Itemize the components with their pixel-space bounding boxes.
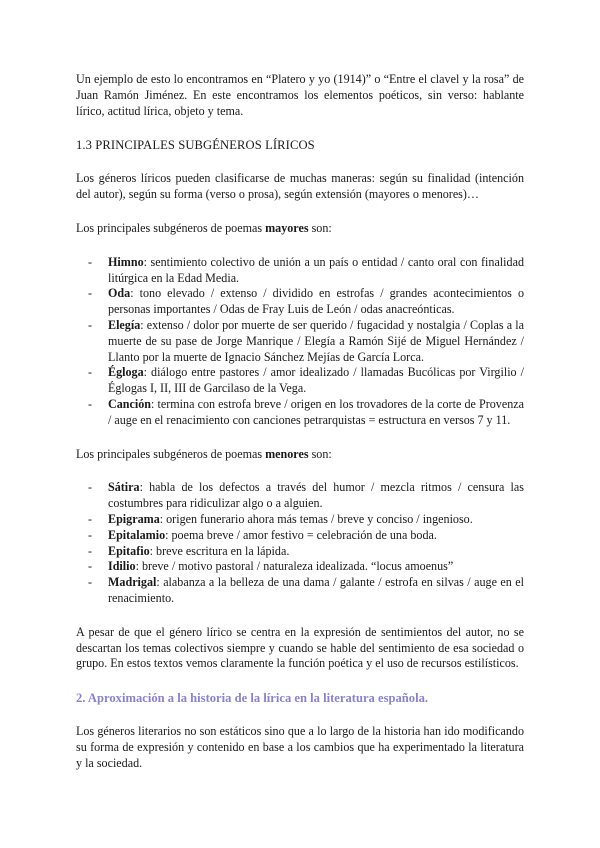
- term: Égloga: [108, 365, 144, 380]
- term: Elegía: [108, 317, 141, 332]
- definition: : poema breve / amor festivo = celebración de una boda.: [165, 527, 437, 542]
- mayores-intro-bold: mayores: [265, 220, 309, 235]
- dash-marker: -: [88, 575, 93, 590]
- definition: : habla de los defectos a través del humor / mezcla ritmos / censura las costumbres para ridiculizar algo o a alguien.: [108, 480, 524, 511]
- term: Epitalamio: [108, 527, 166, 542]
- menores-intro-text: Los principales subgéneros de poemas: [76, 446, 266, 461]
- history-paragraph: Los géneros literarios no son estáticos sino que a lo largo de la historia han ido modificando su forma de expresión y contenido en base a los cambios que ha experimentado la literatura y la sociedad.: [76, 724, 524, 770]
- menores-intro: [76, 447, 524, 463]
- dash-marker: -: [88, 511, 93, 526]
- term: Idilio: [108, 559, 136, 574]
- collective-paragraph: A pesar de que el género lírico se centra en la expresión de sentimientos del autor, no se descartan los temas colectivos siempre y cuando se hable del sentimiento de esa sociedad o grupo. En estos textos vemos claramente la función poética y el uso de recursos estilísticos.: [76, 624, 524, 671]
- menores-intro-bold: menores: [265, 446, 309, 461]
- list-item-elegia: [88, 317, 524, 365]
- definition: : extenso / dolor por muerte de ser querido / fugacidad y nostalgia / Coplas a la muerte de su pase de Jorge Manrique / Elegía a Ramón Sijé de Miguel Hernández / Llanto por la muerte de Ignacio Sánchez Mejías de García Lorca.: [108, 317, 524, 364]
- term: Canción: [108, 396, 152, 411]
- term: Epitafio: [108, 543, 150, 558]
- menores-list: [76, 480, 524, 606]
- term: Oda: [108, 286, 131, 301]
- dash-marker: -: [88, 317, 93, 332]
- dash-marker: -: [88, 254, 93, 269]
- list-item-idilio: [88, 559, 524, 575]
- list-item-cancion: [88, 396, 524, 429]
- definition: : sentimiento colectivo de unión a un país o entidad / canto oral con finalidad litúrgica en la Edad Media.: [108, 254, 524, 285]
- definition: : termina con estrofa breve / origen en los trovadores de la corte de Provenza / auge en el renacimiento con canciones petrarquistas = estructura en versos 7 y 11.: [108, 396, 524, 427]
- term: Madrigal: [108, 575, 157, 590]
- list-item-himno: [88, 254, 524, 287]
- term: Sátira: [108, 480, 140, 495]
- dash-marker: -: [88, 365, 93, 380]
- definition: : tono elevado / extenso / dividido en estrofas / grandes acontecimientos o personas importantes / Odas de Fray Luis de León / odas anacreónticas.: [108, 286, 524, 317]
- menores-intro-end: son:: [308, 446, 332, 461]
- term: Epigrama: [108, 511, 160, 526]
- definition: : origen funerario ahora más temas / breve y conciso / ingenioso.: [159, 511, 473, 526]
- definition: : diálogo entre pastores / amor idealizado / llamadas Bucólicas por Virgilio / Églogas I, II, III de Garcilaso de la Vega.: [108, 365, 524, 396]
- dash-marker: -: [88, 527, 93, 542]
- definition: : breve escritura en la lápida.: [149, 543, 290, 558]
- list-item-epitalamio: [88, 527, 524, 544]
- list-item-epigrama: [88, 511, 524, 528]
- section-heading-historia: 2. Aproximación a la historia de la lírica en la literatura española.: [76, 691, 429, 706]
- list-item-satira: [88, 480, 524, 512]
- mayores-list: [76, 255, 524, 429]
- list-item-madrigal: [88, 575, 524, 607]
- definition: : alabanza a la belleza de una dama / galante / estrofa en silvas / auge en el renacimiento.: [108, 575, 524, 605]
- dash-marker: -: [88, 543, 93, 558]
- list-item-egloga: [88, 365, 524, 397]
- mayores-intro: [76, 221, 524, 237]
- dash-marker: -: [88, 559, 93, 574]
- dash-marker: -: [88, 286, 93, 301]
- definition: : breve / motivo pastoral / naturaleza idealizada. “locus amoenus”: [135, 559, 454, 574]
- term: Himno: [108, 254, 144, 269]
- dash-marker: -: [88, 396, 93, 411]
- list-item-epitafio: [88, 543, 524, 560]
- classification-paragraph: Los géneros líricos pueden clasificarse de muchas maneras: según su finalidad (intención del autor), según su forma (verso o prosa), según extensión (mayores o menores)…: [76, 171, 524, 202]
- intro-paragraph: Un ejemplo de esto lo encontramos en “Platero y yo (1914)” o “Entre el clavel y la rosa” de Juan Ramón Jiménez. En este encontramos los elementos poéticos, sin verso: hablante lírico, actitud lírica, objeto y tema.: [76, 72, 524, 118]
- list-item-oda: [88, 286, 524, 318]
- mayores-intro-end: son:: [308, 220, 332, 235]
- mayores-intro-text: Los principales subgéneros de poemas: [76, 220, 266, 235]
- subheading-subgeneros: 1.3 PRINCIPALES SUBGÉNEROS LÍRICOS: [76, 138, 315, 153]
- dash-marker: -: [88, 480, 93, 495]
